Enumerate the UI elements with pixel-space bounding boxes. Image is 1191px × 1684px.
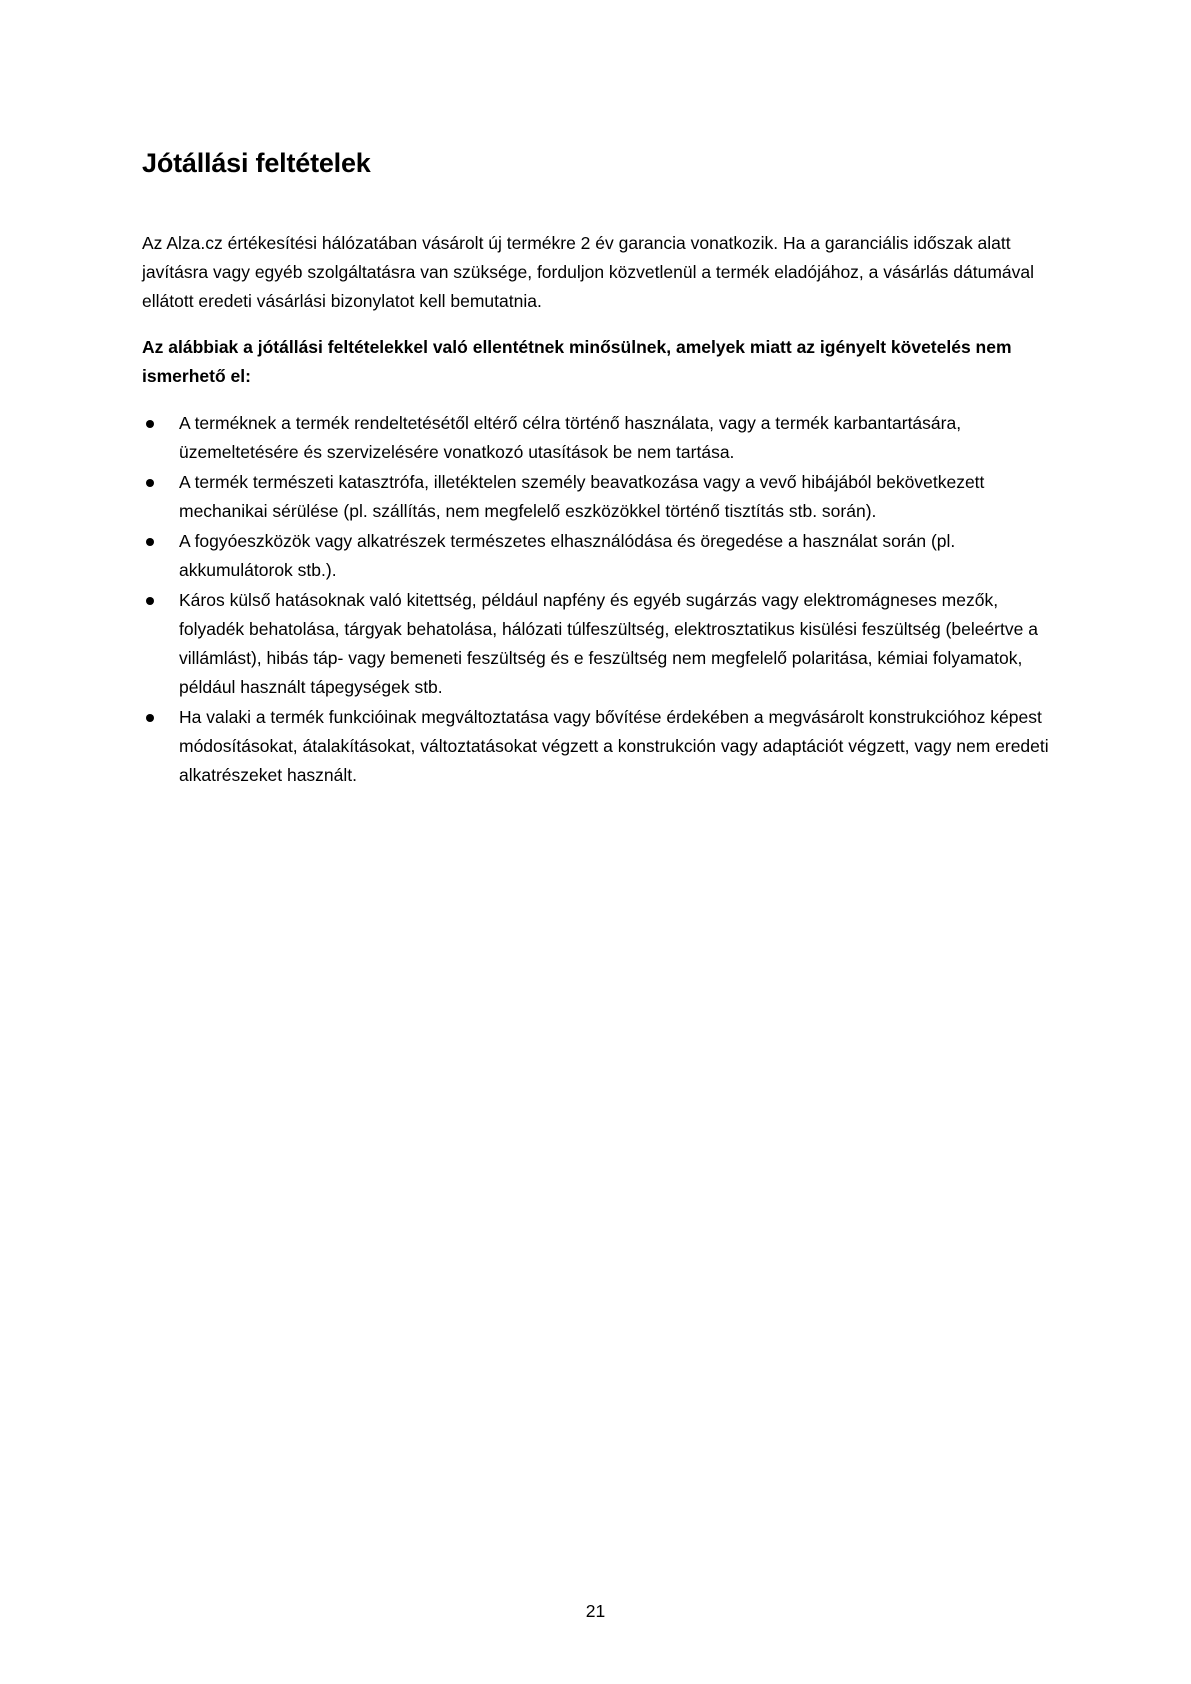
list-item-text: A terméknek a termék rendeltetésétől eltérő célra történő használata, vagy a termék karbantartására, üzemeltetésére és szervizelésére vonatkozó utasítások be nem tartása. xyxy=(179,413,962,462)
intro-paragraph: Az Alza.cz értékesítési hálózatában vásárolt új termékre 2 év garancia vonatkozik. Ha a garanciális időszak alatt javításra vagy egyéb szolgáltatásra van szüksége, forduljon közvetlenül a termék eladójához, a vásárlás dátumával ellátott eredeti vásárlási bizonylatot kell bemutatnia. xyxy=(142,233,1035,311)
list-item-text: Ha valaki a termék funkcióinak megváltoztatása vagy bővítése érdekében a megvásárolt konstrukcióhoz képest módosításokat, átalakításokat, változtatásokat végzett a konstrukción vagy adaptációt végzett, vagy nem eredeti alkatrészeket használt. xyxy=(179,707,1049,785)
exclusions-list xyxy=(142,409,1060,791)
page-number: 21 xyxy=(585,1601,606,1621)
bullet-icon xyxy=(146,538,154,546)
list-item xyxy=(142,468,1060,526)
bullet-icon xyxy=(146,714,154,722)
lead-paragraph: Az alábbiak a jótállási feltételekkel való ellentétnek minősülnek, amelyek miatt az igényelt követelés nem ismerhető el: xyxy=(142,337,1012,386)
bullet-icon xyxy=(146,479,154,487)
bullet-icon xyxy=(146,420,154,428)
list-item xyxy=(142,586,1060,702)
page-title: Jótállási feltételek xyxy=(142,148,371,178)
list-item xyxy=(142,527,1060,585)
list-item xyxy=(142,703,1060,790)
list-item-text: A fogyóeszközök vagy alkatrészek természetes elhasználódása és öregedése a használat során (pl. akkumulátorok stb.). xyxy=(179,531,956,580)
list-item xyxy=(142,409,1060,467)
bullet-icon xyxy=(146,597,154,605)
list-item-text: A termék természeti katasztrófa, illetéktelen személy beavatkozása vagy a vevő hibájából bekövetkezett mechanikai sérülése (pl. szállítás, nem megfelelő eszközökkel történő tisztítás stb. során). xyxy=(179,472,985,521)
list-item-text: Káros külső hatásoknak való kitettség, például napfény és egyéb sugárzás vagy elektromágneses mezők, folyadék behatolása, tárgyak behatolása, hálózati túlfeszültség, elektrosztatikus kisülési feszültség (beleértve a villámlást), hibás táp- vagy bemeneti feszültség és e feszültség nem megfelelő polaritása, kémiai folyamatok, például használt tápegységek stb. xyxy=(179,590,1038,697)
